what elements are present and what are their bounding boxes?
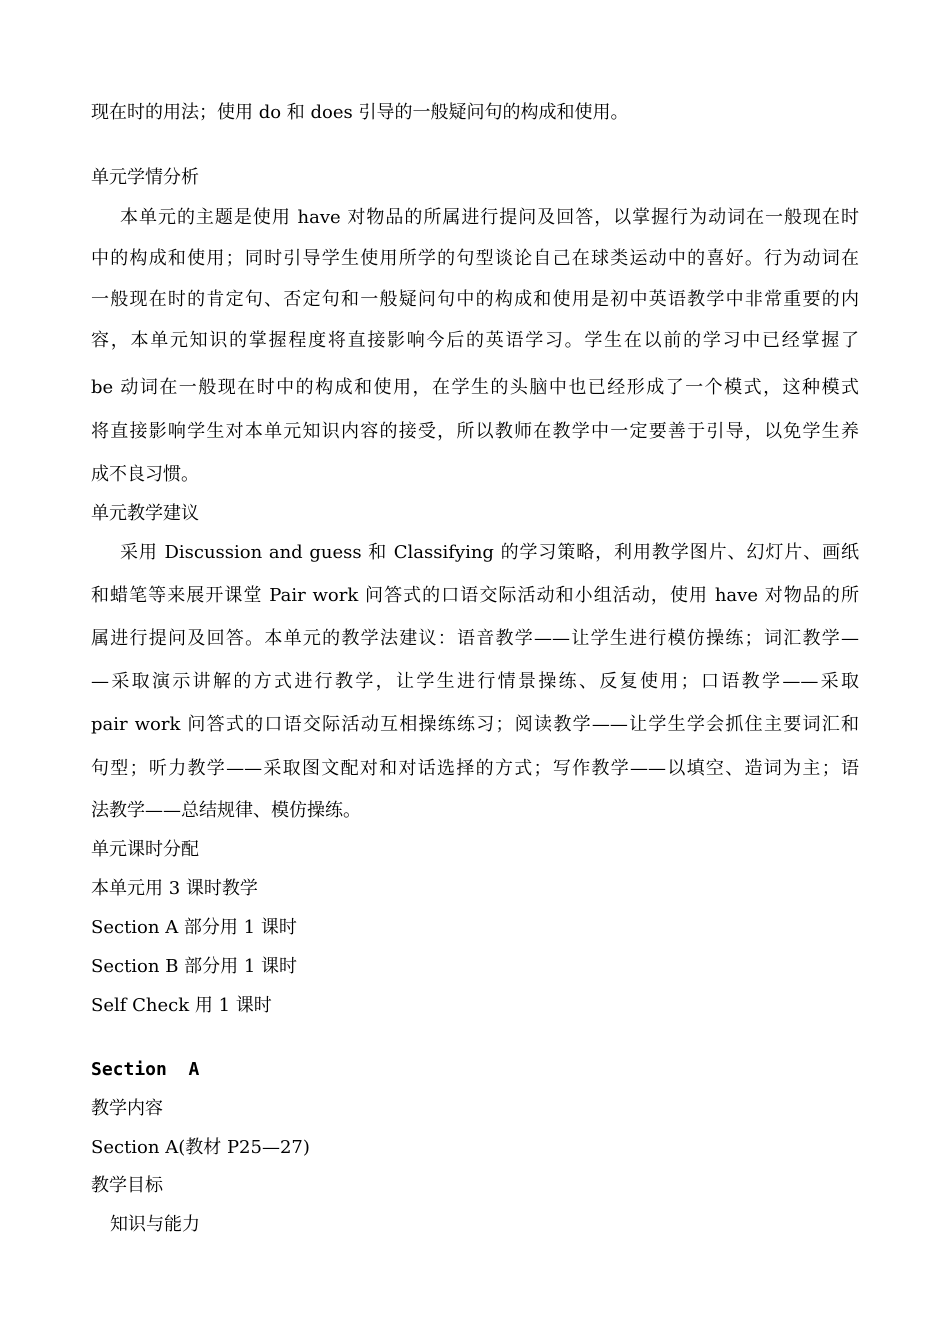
paragraph-line: 法教学——总结规律、模仿操练。 (91, 800, 361, 821)
list-item: Section A 部分用 1 课时 (91, 917, 297, 938)
paragraph-line: —采取演示讲解的方式进行教学，让学生进行情景操练、反复使用；口语教学——采取 (91, 671, 859, 692)
paragraph-line: 本单元的主题是使用 have 对物品的所属进行提问及回答，以掌握行为动词在一般现在时 (120, 207, 859, 228)
paragraph-line: 采用 Discussion and guess 和 Classifying 的学习策略，利用教学图片、幻灯片、画纸 (120, 542, 859, 563)
heading-teaching-goal: 教学目标 (91, 1175, 163, 1196)
paragraph-line: be 动词在一般现在时中的构成和使用，在学生的头脑中也已经形成了一个模式，这种模式 (91, 377, 859, 398)
list-item: 本单元用 3 课时教学 (91, 878, 258, 899)
paragraph-line: 一般现在时的肯定句、否定句和一般疑问句中的构成和使用是初中英语教学中非常重要的内 (91, 289, 859, 310)
goal-line: 知识与能力 (110, 1214, 200, 1235)
paragraph-line: 容，本单元知识的掌握程度将直接影响今后的英语学习。学生在以前的学习中已经掌握了 (91, 330, 859, 351)
paragraph-line: 句型；听力教学——采取图文配对和对话选择的方式；写作教学——以填空、造词为主；语 (91, 758, 859, 779)
paragraph-line: 成不良习惯。 (91, 464, 199, 485)
heading-class-hours: 单元课时分配 (91, 839, 199, 860)
paragraph-line: pair work 问答式的口语交际活动互相操练练习；阅读教学——让学生学会抓住主要词汇和 (91, 714, 859, 735)
list-item: Self Check 用 1 课时 (91, 995, 272, 1016)
list-item: Section B 部分用 1 课时 (91, 956, 298, 977)
paragraph-line: 和蜡笔等来展开课堂 Pair work 问答式的口语交际活动和小组活动，使用 have 对物品的所 (91, 585, 859, 606)
paragraph-line: 中的构成和使用；同时引导学生使用所学的句型谈论自己在球类运动中的喜好。行为动词在 (91, 248, 859, 269)
content-line: Section A(教材 P25—27) (91, 1137, 310, 1158)
heading-teaching-suggestion: 单元教学建议 (91, 503, 199, 524)
text-line: 现在时的用法；使用 do 和 does 引导的一般疑问句的构成和使用。 (91, 102, 629, 123)
paragraph-line: 将直接影响学生对本单元知识内容的接受，所以教师在教学中一定要善于引导，以免学生养 (91, 421, 859, 442)
section-title: Section A (91, 1059, 200, 1080)
heading-unit-analysis: 单元学情分析 (91, 167, 199, 188)
paragraph-line: 属进行提问及回答。本单元的教学法建议：语音教学——让学生进行模仿操练；词汇教学— (91, 628, 859, 649)
heading-teaching-content: 教学内容 (91, 1098, 163, 1119)
